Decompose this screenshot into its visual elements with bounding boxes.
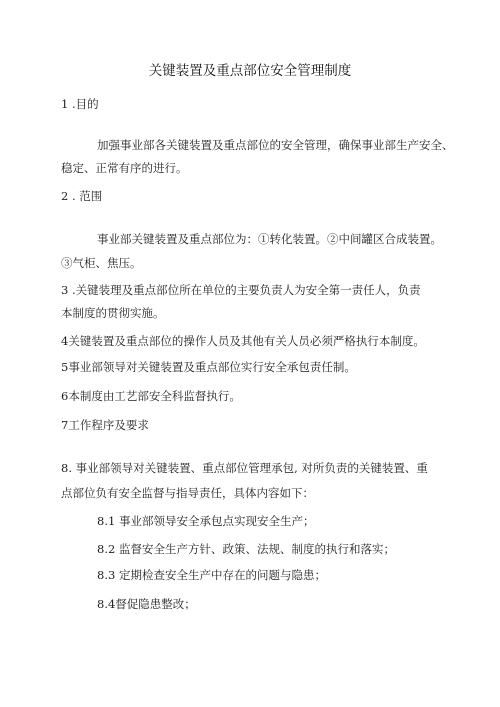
section-4-text: 4关键装置及重点部位的操作人员及其他有关人员必须严格执行本制度。 [61, 334, 425, 348]
section-1-text-line-1: 加强事业部各关键装置及重点部位的安全管理，确保事业部生产安全、 [97, 138, 454, 152]
section-2-heading: 2 . 范围 [61, 189, 103, 203]
section-3-text-line-1: 3 .关键装理及重点部位所在单位的主要负责人为安全第一责任人，负责 [61, 283, 421, 297]
list-item-8-3: 8.3 定期检查安全生产中存在的问题与隐患； [97, 568, 326, 582]
section-5-text: 5事业部领导对关键装置及重点部位实行安全承包责任制。 [61, 360, 356, 374]
section-2-text-line-1: 事业部关键装置及重点部位为：①转化装置。②中间罐区合成装置。 [97, 232, 442, 246]
section-1-heading: 1 .目的 [61, 97, 99, 111]
list-item-8-1: 8.1 事业部领导安全承包点实现安全生产； [97, 514, 315, 528]
list-item-8-2: 8.2 监督安全生产方针、政策、法规、制度的执行和落实； [97, 542, 395, 556]
section-7-heading: 7工作程序及要求 [61, 418, 149, 432]
section-8-text-line-1: 8. 事业部领导对关键装置、重点部位管理承包, 对所负责的关键装置、重 [61, 461, 428, 475]
section-8-text-line-2: 点部位负有安全监督与指导责任，具体内容如下： [61, 486, 314, 500]
section-2-text-line-2: ③气柜、焦压。 [61, 256, 142, 270]
section-3-text-line-2: 本制度的贯彻实施。 [61, 306, 165, 320]
list-item-8-4: 8.4督促隐患整改； [97, 597, 196, 611]
section-6-text: 6本制度由工艺部安全科监督执行。 [61, 389, 241, 403]
section-1-text-line-2: 稳定、正常有序的进行。 [61, 161, 188, 175]
page-title: 关键装置及重点部位安全管理制度 [148, 63, 352, 79]
